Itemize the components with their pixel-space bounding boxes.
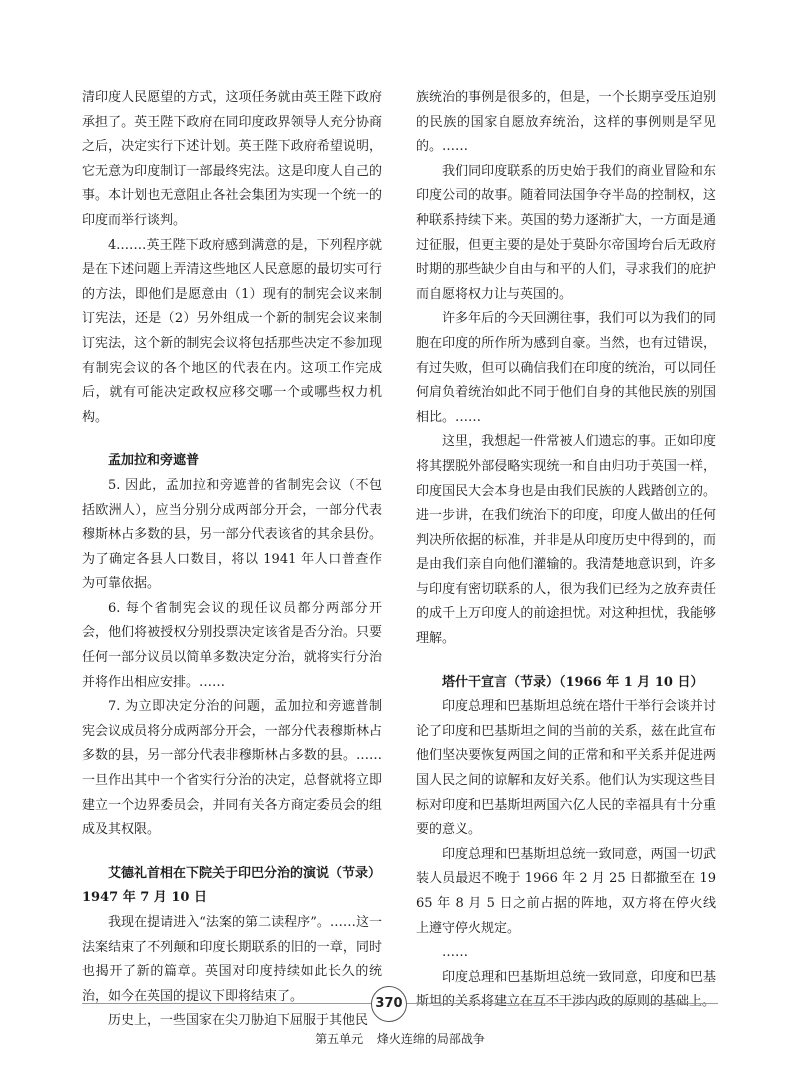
running-footer: [0, 1030, 800, 1047]
paragraph: 印度总理和巴基斯坦总统在塔什干举行会谈并讨论了印度和巴基斯坦之间的当前的关系，兹在此宣布他们坚决要恢复两国之间的正常和和平关系并促进两国人民之间的谅解和友好关系。他们认为实现这些目标对印度和巴基斯坦两国六亿人民的幸福具有十分重要的意义。: [416, 699, 716, 838]
paragraph: 印度总理和巴基斯坦总统一致同意，印度和巴基斯坦的关系将建立在互不干涉内政的原则的基础上。: [416, 969, 716, 1010]
unit-label: 第五单元: [315, 1032, 364, 1046]
paragraph: 历史上，一些国家在尖刀胁迫下屈服于其他民: [108, 1013, 369, 1029]
paragraph: 5. 因此，孟加拉和旁遮普的省制宪会议（不包括欧洲人），应当分别分成两部分开会，一部分代表穆斯林占多数的县，另一部分代表该省的其余县份。为了确定各县人口数目，将以 1941 年人口普查作为可靠依据。: [82, 477, 382, 592]
paragraph: 6. 每个省制宪会议的现任议员都分两部分开会，他们将被授权分别投票决定该省是否分治。只要任何一部分议员以简单多数决定分治，就将实行分治并将作出相应安排。……: [82, 600, 382, 690]
paragraph: 我现在提请进入“法案的第二读程序”。……这一法案结束了不列颠和印度长期联系的旧的一章，同时也揭开了新的篇章。英国对印度持续如此长久的统治，如今在英国的提议下即将结束了。: [82, 915, 382, 1004]
section-heading: 孟加拉和旁遮普: [108, 453, 200, 469]
left-column: [82, 86, 382, 1034]
paragraph: 4.……英王陛下政府感到满意的是，下列程序就是在下述问题上弄清这些地区人民意愿的最切实可行的方法，即他们是愿意由（1）现有的制宪会议来制订宪法，还是（2）另外组成一个新的制宪会议来制订宪法，这个新的制宪会议将包括那些决定不参加现有制宪会议的各个地区的代表在内。这项工作完成后，就有可能决定政权应移交哪一个或哪些权力机构。: [82, 237, 382, 425]
unit-title: 烽火连绵的局部战争: [376, 1032, 485, 1046]
paragraph: 我们同印度联系的历史始于我们的商业冒险和东印度公司的故事。随着同法国争夺半岛的控制权，这种联系持续下来。英国的势力逐渐扩大，一方面是通过征服，但更主要的是处于莫卧尔帝国垮台后无政府时期的那些缺少自由与和平的人们，寻求我们的庇护而自愿将权力让与英国的。: [416, 163, 716, 302]
right-column: [416, 86, 716, 1015]
section-heading: 艾德礼首相在下院关于印巴分治的演说（节录）1947 年 7 月 10 日: [82, 865, 382, 906]
paragraph: 7. 为立即决定分治的问题，孟加拉和旁遮普制宪会议成员将分成两部分开会，一部分代表穆斯林占多数的县，另一部分代表非穆斯林占多数的县。……一旦作出其中一个省实行分治的决定，总督就将立即建立一个边界委员会，并同有关各方商定委员会的组成及其权限。: [82, 699, 382, 838]
section-heading: 塔什干宣言（节录）（1966 年 1 月 10 日）: [442, 674, 704, 690]
paragraph: 族统治的事例是很多的，但是，一个长期享受压迫别的民族的国家自愿放弃统治，这样的事例则是罕见的。……: [416, 90, 716, 155]
ellipsis-line: ……: [442, 945, 468, 961]
paragraph: 清印度人民愿望的方式，这项任务就由英王陛下政府承担了。英王陛下政府在同印度政界领导人充分协商之后，决定实行下述计划。英王陛下政府希望说明，它无意为印度制订一部最终宪法。这是印度人自己的事。本计划也无意阻止各社会集团为实现一个统一的印度而举行谈判。: [82, 90, 382, 228]
paragraph: 这里，我想起一件常被人们遗忘的事。正如印度将其摆脱外部侵略实现统一和自由归功于英国一样，印度国民大会本身也是由我们民族的人践踏创立的。进一步讲，在我们统治下的印度，印度人做出的任何判决所依据的标准，并非是从印度历史中得到的，而是由我们亲自向他们灌输的。我清楚地意识到，许多与印度有密切联系的人，很为我们已经为之放弃责任的成千上万印度人的前途担忧。对这种担忧，我能够理解。: [416, 434, 716, 647]
page-number: 370: [371, 986, 407, 1022]
paragraph: 印度总理和巴基斯坦总统一致同意，两国一切武装人员最迟不晚于 1966 年 2 月 25 日都撤至在 1965 年 8 月 5 日之前占据的阵地，双方将在停火线上遵守停火规定。: [416, 846, 716, 936]
paragraph: 许多年后的今天回溯往事，我们可以为我们的同胞在印度的所作所为感到自豪。当然，也有过错误，有过失败，但可以确信我们在印度的统治，可以同任何肩负着统治如此不同于他们自身的其他民族的别国相比。……: [416, 311, 716, 425]
